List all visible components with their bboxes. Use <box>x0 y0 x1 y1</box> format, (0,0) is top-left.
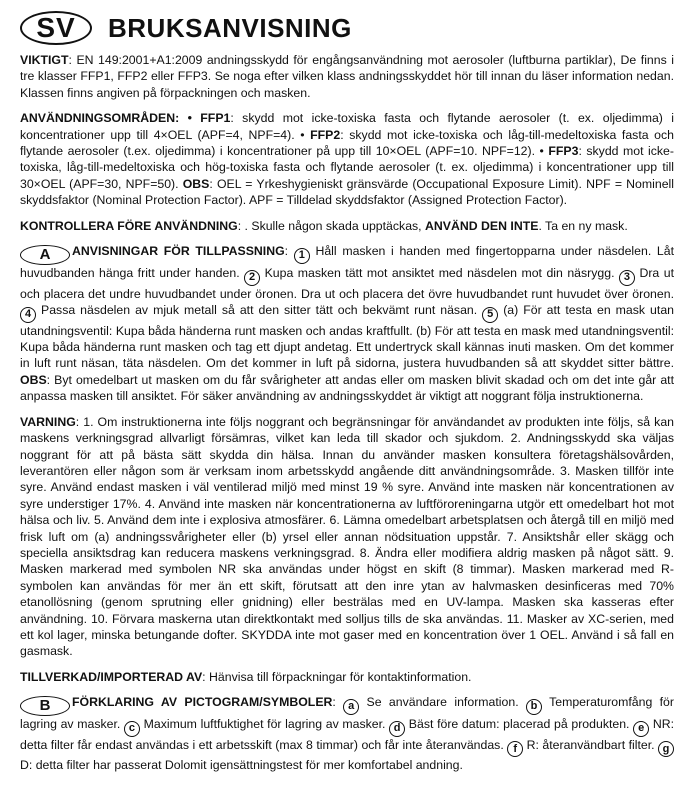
omraden-paragraph <box>20 110 674 208</box>
tillverkad-text: : Hänvisa till förpackningar för kontaktinformation. <box>202 669 472 684</box>
varning-paragraph <box>20 414 674 660</box>
section-a-sep: : <box>284 244 294 259</box>
step-5-text: (a) För att testa en mask utan utandningsventil: Kupa båda händerna runt masken och andas kraftfullt. (b) För att testa en mask med utandningsventil: Kupa båda händerna runt masken och tag ett djupt andetag. Ett undertryck skall kännas inuti masken. Om det kommer in luft runt näsan, täta näsdelen. Om det kommer in luft på sidorna, justera huvudbanden så att skyddet sitter bättre. <box>20 303 674 371</box>
varning-label: VARNING <box>20 414 76 429</box>
step-4-badge: 4 <box>20 307 36 323</box>
symbol-a-text: Se användare information. <box>359 695 526 710</box>
kontrollera-text: : . Skulle någon skada upptäckas, <box>237 218 426 233</box>
tillverkad-paragraph <box>20 669 674 685</box>
symbol-g-badge: g <box>658 741 674 757</box>
step-1-text: Håll masken i handen med fingertopparna under näsdelen. Låt huvudbanden hänga fritt under handen. <box>20 244 675 281</box>
step-2-badge: 2 <box>244 270 260 286</box>
section-a-obs-text: : Byt omedelbart ut masken om du får svårigheter att andas eller om masken blivit skadad och om det inte går att anpassa masken till ansiktet. För säker användning av andningsskyddet är viktigt att noggrant följa instruktionerna. <box>20 372 674 404</box>
symbol-e-badge: e <box>633 721 649 737</box>
page-title: BRUKSANVISNING <box>108 12 352 43</box>
section-b-label: FÖRKLARING AV PICTOGRAM/SYMBOLER <box>72 695 333 710</box>
step-2-text: Kupa masken tätt mot ansiktet med näsdelen mot din näsrygg. <box>260 266 619 281</box>
symbol-b-badge: b <box>526 699 542 715</box>
page-header <box>20 8 674 48</box>
section-a-paragraph <box>20 243 674 405</box>
symbol-b-text: Temperaturomfång för lagring av masker. <box>20 695 674 732</box>
omraden-sep: : • <box>175 111 201 126</box>
section-a-badge: A <box>20 245 70 265</box>
obs-label: OBS <box>182 176 210 191</box>
ffp2-label: FFP2 <box>310 127 341 142</box>
symbol-d-badge: d <box>389 721 405 737</box>
ffp3-label: FFP3 <box>548 144 579 159</box>
ffp1-text: : skydd mot icke-toxiska fasta och flytande aerosoler (t. ex. oljedimma) i koncentrationer upp till 4×OEL (APF=4, NPF=4). • <box>20 111 675 142</box>
viktigt-paragraph <box>20 52 674 101</box>
symbol-a-badge: a <box>343 699 359 715</box>
step-4-text: Passa näsdelen av mjuk metall så att den sitter tätt och bekvämt runt näsan. <box>36 303 483 318</box>
tillverkad-label: TILLVERKAD/IMPORTERAD AV <box>20 669 203 684</box>
language-badge: SV <box>20 11 92 45</box>
section-b-badge: B <box>20 696 70 716</box>
viktigt-text: : EN 149:2001+A1:2009 andningsskydd för engångsanvändning mot aerosoler (luftburna partiklar), De finns i tre klasser FFP1, FFP2 eller FFP3. Se noga efter vilken klass andningsskyddet hör till innan du läser information nedan. Klassen finns angiven på förpackningen och masken. <box>20 53 674 100</box>
kontrollera-paragraph <box>20 218 674 234</box>
section-a-obs-label: OBS <box>20 372 47 387</box>
kontrollera-label: KONTROLLERA FÖRE ANVÄNDNING <box>20 218 238 233</box>
section-a-label: ANVISNINGAR FÖR TILLPASSNING <box>72 244 285 259</box>
symbol-e-text: NR: detta filter får endast användas i ett arbetsskift (max 8 timmar) och får inte återanvändas. <box>20 717 675 752</box>
obs-text: : OEL = Yrkeshygieniskt gränsvärde (Occupational Exposure Limit). NPF = Nominell skyddsfaktor (Nominal Protection Factor). APF = Tilldelad skyddsfaktor (Assigned Protection Factor). <box>20 176 675 208</box>
kontrollera-warning: ANVÄND DEN INTE <box>425 218 539 233</box>
symbol-g-text: D: detta filter har passerat Dolomit igensättningstest för mer komfortabel andning. <box>20 758 463 773</box>
step-3-text: Dra ut och placera det undre huvudbandet under öronen. Dra ut och placera det övre huvudbandet runt huvudet över öronen. <box>20 266 675 301</box>
step-5-badge: 5 <box>482 307 498 323</box>
ffp1-label: FFP1 <box>200 111 231 126</box>
symbol-d-text: Bäst före datum: placerad på produkten. <box>405 717 634 732</box>
symbol-f-text: R: återanvändbart filter. <box>523 737 659 752</box>
varning-text: : 1. Om instruktionerna inte följs noggrant och begränsningar för användandet av produkten inte följs, så kan maskens verkningsgrad allvarligt försämras, vilket kan leda till skador och sjukdom. 2. Andningsskydd ska väljas noggrant för att på bästa sätt skydda din hälsa. Innan du använder masken konsultera företagshälsovården, leverantören eller någon som är verksam inom arbetsskydd angående ditt användningsområde. 3. Masken tillför inte syre. Använd endast masken i väl ventilerad miljö med minst 19 % syre. Använd inte masken när koncentrationen av syre understiger 17%. 4. Använd inte masken när koncentrationerna av luftföroreningarna utgör ett omedelbart hot mot hälsa och liv. 5. Använd dem inte i explosiva atmosfärer. 6. Lämna omedelbart arbetsplatsen och återgå till en miljö med frisk luft om (a) andningssvårigheter eller (b) yrsel eller annan nödsituation uppstår. 7. Ansiktshår eller skägg och speciella ansiktsdrag kan reducera maskens verkningsgrad. 8. Ändra eller modifiera aldrig masken på något sätt. 9. Masken markerad med symbolen NR ska användas under högst en skift (8 timmar). Masken markerad med R-symbolen kan användas för mer än ett skift, förutsatt att den inre ytan av halvmasken desinficeras med 70% etanollösning (genom sprutning eller gnidning) eller besträlas med en UV-lampa. Masken ska kasseras efter användning. 10. Förvara maskerna utan direktkontakt med solljus tills de ska användas. 11. Masker av XC-serien, med ett kol lager, minska betungande dofter. SKYDDA inte mot gaser med en koncentration över 1 OEL. Använd i så fall en gasmask. <box>20 414 674 659</box>
step-1-badge: 1 <box>294 248 310 264</box>
ffp3-text: : skydd mot icke-toxiska, låg-till-medeltoxiska och hög-toxiska fasta och flytande aerosoler (t. ex. oljedimma) i koncentrationer upp till 30×OEL (APF=30, NPF=50). <box>20 144 674 191</box>
kontrollera-tail: . Ta en ny mask. <box>538 218 628 233</box>
omraden-label: ANVÄNDNINGSOMRÅDEN <box>20 111 176 126</box>
section-b-paragraph <box>20 694 674 774</box>
ffp2-text: : skydd mot icke-toxiska och låg-till-medeltoxiska fasta och flytande aerosoler (t.ex. oljedimma) i koncentrationer på upp till 10×OEL (APF=10. NPF=12). • <box>20 127 674 159</box>
symbol-f-badge: f <box>507 741 523 757</box>
step-3-badge: 3 <box>619 270 635 286</box>
viktigt-label: VIKTIGT <box>20 53 69 67</box>
section-b-sep: : <box>332 695 344 710</box>
symbol-c-badge: c <box>124 721 140 737</box>
symbol-c-text: Maximum luftfuktighet för lagring av masker. <box>139 717 390 732</box>
